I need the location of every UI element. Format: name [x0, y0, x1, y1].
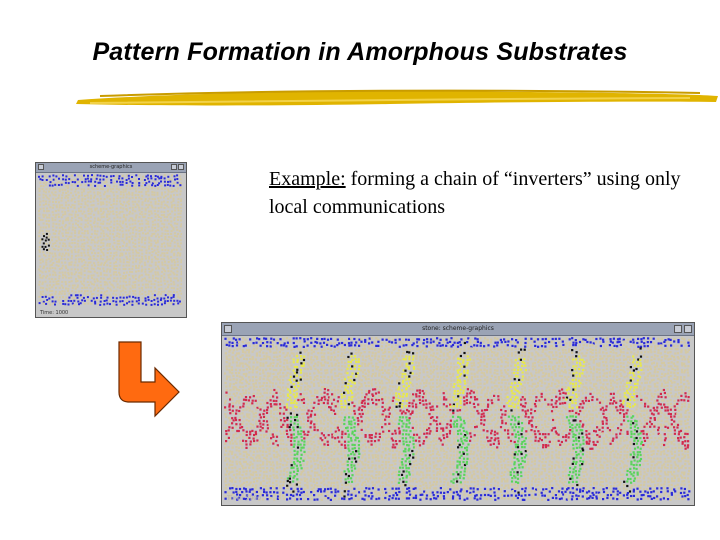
large-window-time: Time: 5000 — [227, 495, 261, 502]
small-window-time: Time: 1000 — [40, 310, 69, 316]
large-simulation-window — [221, 322, 695, 506]
bent-down-right-arrow-icon — [115, 338, 183, 420]
large-window-titlebar[interactable] — [222, 323, 694, 336]
minimize-icon[interactable] — [171, 164, 177, 170]
caption-description: forming a chain of “inverters” using only local communications — [269, 168, 681, 218]
small-substrate-canvas — [38, 174, 182, 307]
small-window-title: scheme-graphics — [89, 164, 133, 170]
caption-example-label: Example: — [269, 168, 346, 190]
slide-caption — [269, 165, 709, 221]
maximize-icon[interactable] — [178, 164, 184, 170]
minimize-icon[interactable] — [674, 325, 682, 333]
slide-title: Pattern Formation in Amorphous Substrates — [92, 38, 628, 66]
small-window-titlebar[interactable] — [36, 163, 186, 173]
title-underline-brushstroke — [70, 82, 720, 110]
small-simulation-window — [35, 162, 187, 318]
maximize-icon[interactable] — [684, 325, 692, 333]
large-window-title: stone: scheme-graphics — [422, 325, 494, 332]
large-substrate-canvas — [224, 337, 692, 503]
